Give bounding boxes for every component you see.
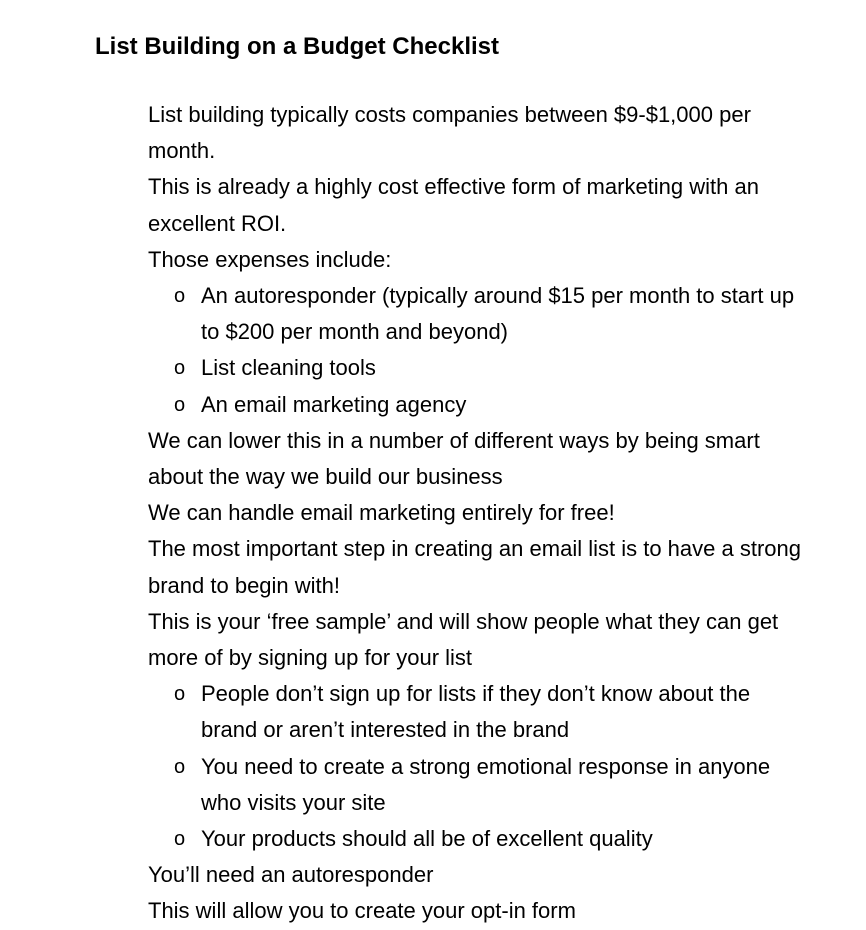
sub-list-item xyxy=(148,278,808,350)
sub-list-container xyxy=(148,278,808,423)
sub-list-container xyxy=(148,676,808,857)
hollow-bullet-icon: o xyxy=(174,828,186,851)
sub-list-item-text: Your products should all be of excellent quality xyxy=(201,826,653,852)
hollow-bullet-icon: o xyxy=(174,393,186,416)
checklist-item: We can handle email marketing entirely for free! xyxy=(148,500,615,526)
hollow-bullet-icon: o xyxy=(174,755,186,778)
checklist-item: We can lower this in a number of different ways by being smart about the way we build our business xyxy=(148,427,760,490)
hollow-bullet-icon: o xyxy=(174,683,186,706)
hollow-bullet-icon: o xyxy=(174,357,186,380)
sub-list-item xyxy=(148,387,808,423)
checklist-body xyxy=(148,97,808,930)
checklist-item: This will allow you to create your opt-in form xyxy=(148,898,576,924)
checklist-item: The most important step in creating an email list is to have a strong brand to begin with! xyxy=(148,536,801,598)
checklist-item: This is your ‘free sample’ and will show people what they can get more of by signing up for your list xyxy=(148,608,779,671)
sub-list-item xyxy=(148,676,808,748)
sub-list-item xyxy=(148,749,808,821)
document-title: List Building on a Budget Checklist xyxy=(95,33,500,60)
hollow-bullet-icon: o xyxy=(174,285,186,308)
checklist-item: You’ll need an autoresponder xyxy=(148,862,434,888)
sub-list-item-text: List cleaning tools xyxy=(201,355,376,381)
checklist-item: This is already a highly cost effective form of marketing with an excellent ROI. xyxy=(148,174,759,236)
sub-list-item-text: An email marketing agency xyxy=(201,391,467,417)
sub-list-item xyxy=(148,821,808,857)
checklist-item: Those expenses include: xyxy=(148,246,392,272)
sub-list-item-text: People don’t sign up for lists if they don’t know about the brand or aren’t interested in the brand xyxy=(201,681,751,743)
sub-list-item-text: An autoresponder (typically around $15 per month to start up to $200 per month and beyond) xyxy=(201,283,795,345)
expenses-sub-list xyxy=(148,278,808,423)
checklist-item: List building typically costs companies between $9-$1,000 per month. xyxy=(148,102,751,164)
sub-list-item-text: You need to create a strong emotional response in anyone who visits your site xyxy=(201,753,771,815)
sub-list-item xyxy=(148,350,808,386)
brand-sub-list xyxy=(148,676,808,857)
